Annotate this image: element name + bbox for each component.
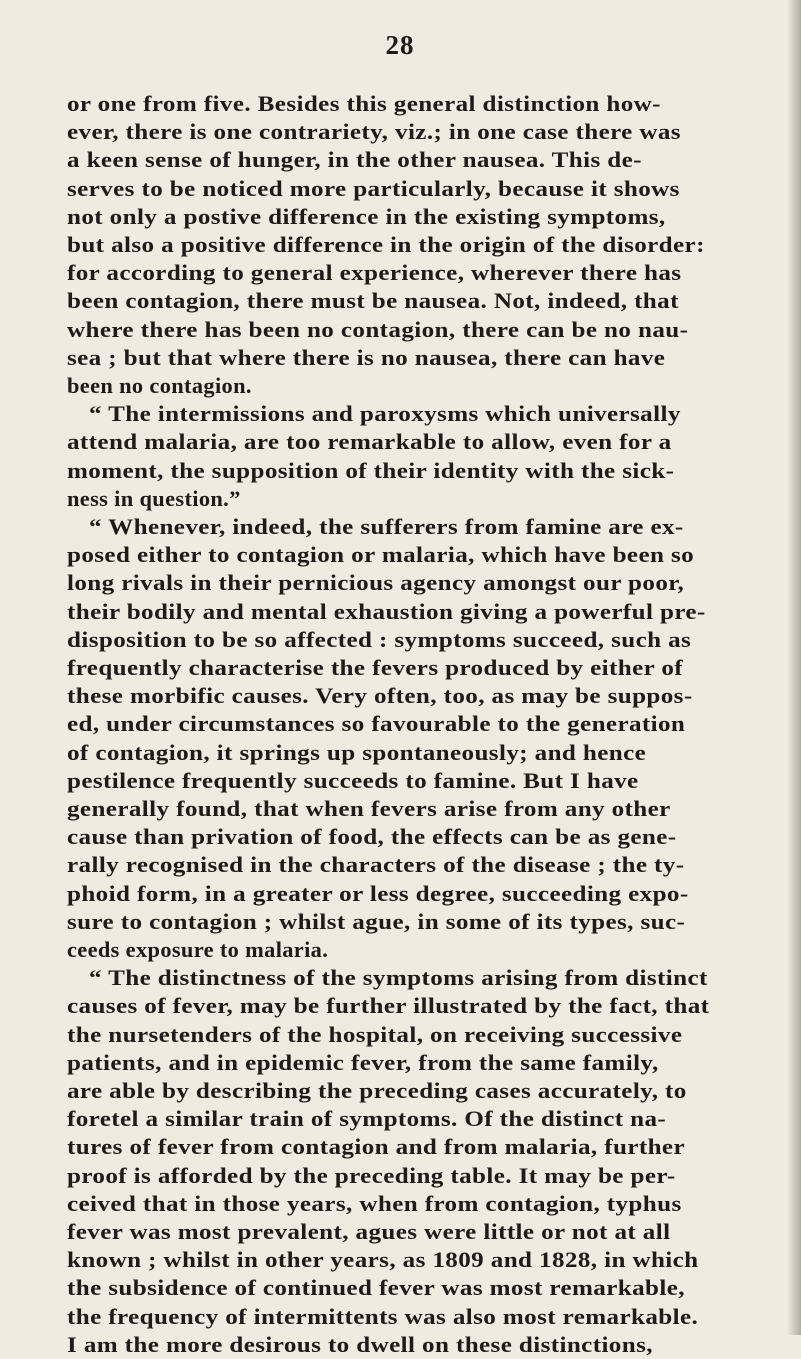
text-line: cause than privation of food, the effects can be as gene- [67,824,677,850]
text-line: “ The intermissions and paroxysms which universally [89,401,681,427]
text-line: I am the more desirous to dwell on these distinctions, [67,1331,653,1357]
text-line: attend malaria, are too remarkable to allow, even for a [67,429,672,455]
text-line: “ Whenever, indeed, the sufferers from famine are ex- [89,514,684,539]
text-line: the subsidence of continued fever was most remarkable, [67,1275,685,1301]
text-line: ever, there is one contrariety, viz.; in one case there was [67,119,681,145]
text-line: phoid form, in a greater or less degree, succeeding expo- [67,880,689,906]
text-line: not only a postive difference in the existing symptoms, [67,203,666,229]
text-line: disposition to be so affected : symptoms succeed, such as [67,626,692,652]
text-line: posed either to contagion or malaria, which have been so [67,542,695,568]
text-line: frequently characterise the fevers produced by either of [67,655,684,680]
text-line: but also a positive difference in the origin of the disorder: [67,232,705,257]
text-line: been no contagion. [67,373,252,398]
text-line: rally recognised in the characters of the disease ; the ty- [67,852,685,878]
text-line: of contagion, it springs up spontaneously; and hence [67,739,647,765]
text-line: tures of fever from contagion and from malaria, further [67,1134,685,1160]
text-line: sea ; but that where there is no nausea, there can have [67,344,666,370]
text-line: their bodily and mental exhaustion giving a powerful pre- [67,598,706,624]
page-edge-shadow [787,0,801,1335]
text-line: these morbific causes. Very often, too, as may be suppos- [67,683,693,709]
text-line: patients, and in epidemic fever, from the same family, [67,1049,659,1075]
text-line: the nursetenders of the hospital, on receiving successive [67,1021,683,1047]
text-line: known ; whilst in other years, as 1809 and 1828, in which [67,1247,699,1273]
text-line: serves to be noticed more particularly, because it shows [67,175,680,201]
text-line: a keen sense of hunger, in the other nausea. This de- [67,147,642,173]
text-line: proof is afforded by the preceding table. It may be per- [67,1162,676,1188]
text-line: are able by describing the preceding cases accurately, to [67,1078,687,1103]
text-line: causes of fever, may be further illustrated by the fact, that [67,993,710,1019]
text-line: pestilence frequently succeeds to famine. But I have [67,767,639,793]
text-line: moment, the supposition of their identity with the sick- [67,457,675,483]
text-line: fever was most prevalent, agues were little or not at all [67,1219,671,1244]
text-line: “ The distinctness of the symptoms arising from distinct [89,965,708,991]
text-line: the frequency of intermittents was also most remarkable. [67,1303,699,1329]
text-line: or one from five. Besides this general distinction how- [67,91,661,116]
text-line: ceeds exposure to malaria. [67,937,329,962]
text-line: for according to general experience, wherever there has [67,260,682,286]
text-line: ness in question.” [67,485,241,511]
text-line: sure to contagion ; whilst ague, in some of its types, suc- [67,908,686,934]
text-line: where there has been no contagion, there can be no nau- [67,316,689,342]
text-line: generally found, that when fevers arise from any other [67,796,671,821]
text-line: foretel a similar train of symptoms. Of the distinct na- [67,1106,667,1132]
text-line: ed, under circumstances so favourable to the generation [67,711,686,737]
page-number: 28 [385,30,415,60]
text-line: ceived that in those years, when from contagion, typhus [67,1190,682,1216]
text-line: been contagion, there must be nausea. Not, indeed, that [67,288,679,314]
text-line: long rivals in their pernicious agency amongst our poor, [67,570,685,596]
